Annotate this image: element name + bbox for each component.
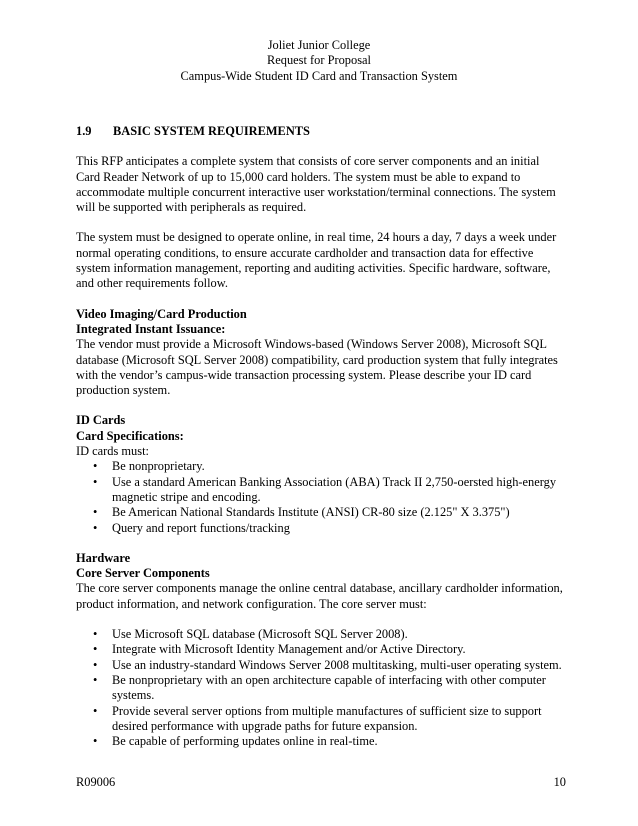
bullet-icon: • [93, 703, 98, 718]
section-number: 1.9 [76, 124, 92, 138]
bullet-icon: • [93, 672, 98, 687]
instant-issuance-subheading: Integrated Instant Issuance: [76, 321, 226, 336]
list-item: • Be American National Standards Institute (ANSI) CR-80 size (2.125" X 3.375") [93, 505, 510, 520]
list-item: • Provide several server options from multiple manufactures of sufficient size to support desired performance with upgrade paths for future expansion. [93, 703, 542, 733]
core-server-requirements-list [76, 627, 566, 749]
bullet-icon: • [93, 505, 98, 520]
document-id: R09006 [76, 775, 116, 789]
bullet-icon: • [93, 474, 98, 489]
list-item: • Use a standard American Banking Association (ABA) Track II 2,750-oersted high-energy magnetic stripe and encoding. [93, 474, 557, 504]
list-item: • Be capable of performing updates online in real-time. [93, 734, 378, 749]
list-item: • Be nonproprietary with an open architecture capable of interfacing with other computer systems. [93, 672, 546, 703]
bullet-icon: • [93, 627, 98, 642]
list-item: • Be nonproprietary. [93, 459, 205, 474]
header-college-name: Joliet Junior College [267, 38, 371, 52]
bullet-icon: • [93, 734, 98, 749]
bullet-icon: • [93, 642, 98, 657]
list-item: • Use an industry-standard Windows Server 2008 multitasking, multi-user operating system. [93, 657, 562, 672]
video-imaging-heading: Video Imaging/Card Production [76, 306, 247, 321]
header-project-title: Campus-Wide Student ID Card and Transaction System [180, 68, 458, 83]
intro-paragraph: This RFP anticipates a complete system that consists of core server components and an initial Card Reader Network of up to 15,000 card holders. The system must be able to expand to accommodate multiple concurrent interactive user workstation/terminal connections. The system will be supported with peripherals as required. [76, 154, 556, 215]
page-body [76, 124, 566, 749]
page-header [0, 38, 638, 84]
section-title: BASIC SYSTEM REQUIREMENTS [113, 124, 310, 138]
page-number: 10 [553, 775, 566, 789]
core-server-intro: The core server components manage the online central database, ancillary cardholder information, product information, and network configuration. The core server must: [76, 581, 563, 611]
header-document-type: Request for Proposal [267, 53, 371, 68]
list-item: • Integrate with Microsoft Identity Management and/or Active Directory. [93, 642, 466, 657]
bullet-icon: • [93, 520, 98, 535]
bullet-icon: • [93, 459, 98, 474]
core-server-subheading: Core Server Components [76, 566, 210, 581]
id-cards-intro: ID cards must: [76, 444, 149, 459]
card-specifications-list [76, 459, 566, 535]
operation-paragraph: The system must be designed to operate online, in real time, 24 hours a day, 7 days a week under normal operating conditions, to ensure accurate cardholder and transaction data for effective system information management, reporting and auditing activities. Specific hardware, software, and other requirements follow. [76, 230, 557, 291]
list-item: • Use Microsoft SQL database (Microsoft SQL Server 2008). [93, 627, 408, 642]
instant-issuance-paragraph: The vendor must provide a Microsoft Windows-based (Windows Server 2008), Microsoft SQL database (Microsoft SQL Server 2008) compatibility, card production system that fully integrates with the vendor’s campus-wide transaction processing system. Please describe your ID card production system. [76, 337, 558, 398]
card-specifications-subheading: Card Specifications: [76, 428, 184, 443]
section-heading [76, 124, 566, 139]
list-item: • Query and report functions/tracking [93, 520, 290, 535]
id-cards-heading: ID Cards [76, 413, 126, 428]
hardware-heading: Hardware [76, 550, 131, 565]
bullet-icon: • [93, 657, 98, 672]
